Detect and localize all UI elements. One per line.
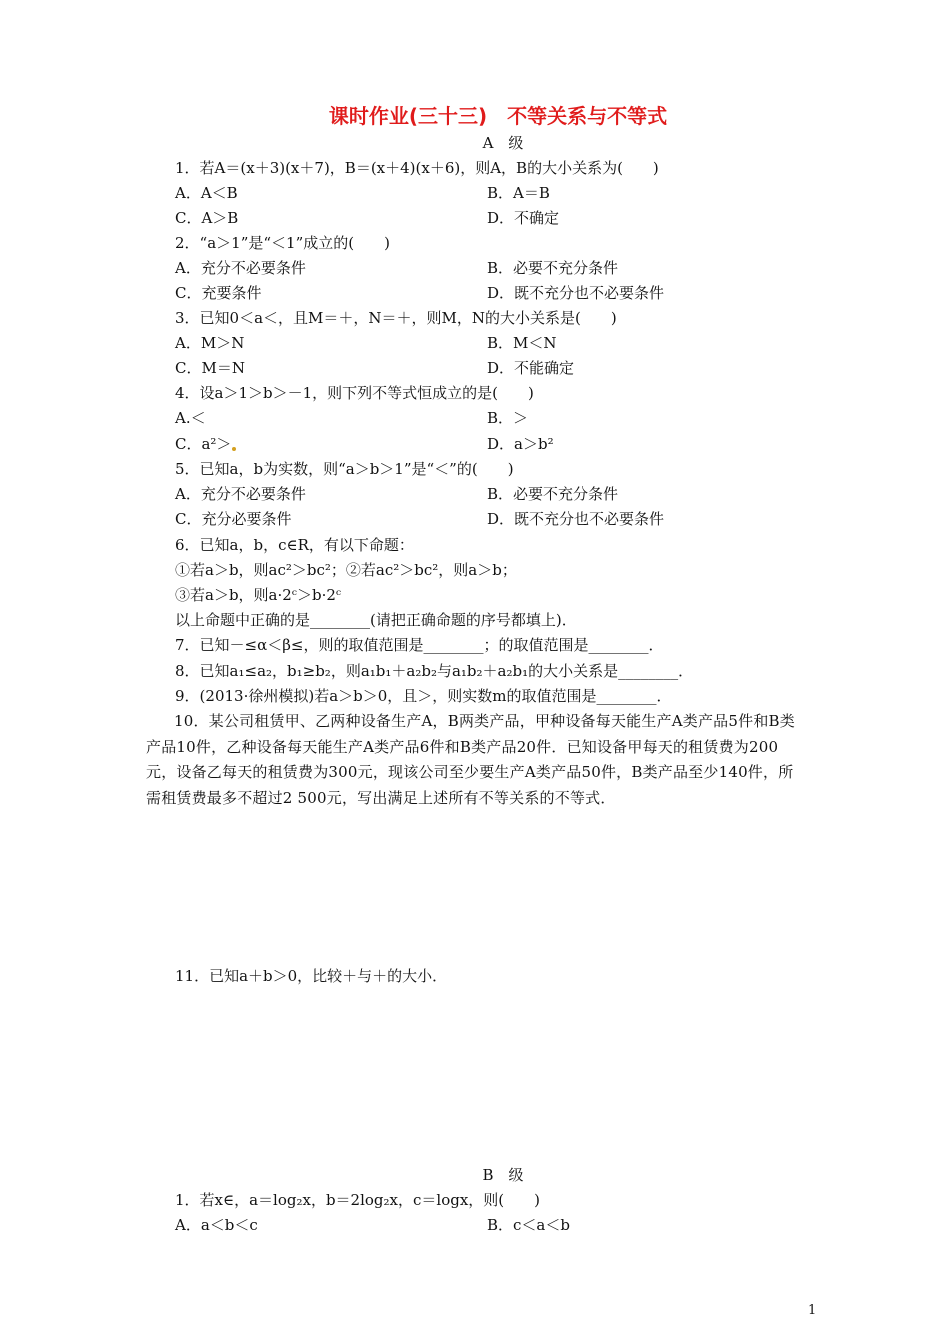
q3-option-d: D．不能确定 (487, 359, 575, 377)
q3-option-b: B．M＜N (487, 334, 557, 352)
page-title: 课时作业(三十三) 不等关系与不等式 (328, 104, 668, 128)
b1-option-a: A．a＜b＜c (175, 1216, 258, 1234)
q5-option-b: B．必要不充分条件 (487, 485, 619, 503)
q1-option-b: B．A＝B (487, 184, 550, 202)
b1-stem: 1．若x∈，a＝log₂x，b＝2log₂x，c＝logx，则( ) (175, 1191, 540, 1209)
q5-option-a: A．充分不必要条件 (175, 485, 306, 503)
q4-stem: 4．设a＞1＞b＞－1，则下列不等式恒成立的是( ) (175, 384, 534, 402)
q2-option-b: B．必要不充分条件 (487, 259, 619, 277)
q5-stem: 5．已知a，b为实数，则“a＞b＞1”是“＜”的( ) (175, 460, 514, 478)
q5-option-c: C．充分必要条件 (175, 510, 292, 528)
q11-text: 11．已知a＋b＞0，比较＋与＋的大小． (175, 967, 448, 985)
q4-option-c: C．a²＞ (175, 435, 232, 453)
q6-propositions-line-1: ①若a＞b，则ac²＞bc²；②若ac²＞bc²，则a＞b； (175, 561, 517, 579)
q1-stem: 1．若A＝(x＋3)(x＋7)，B＝(x＋4)(x＋6)，则A，B的大小关系为( ) (175, 159, 659, 177)
q5-option-d: D．既不充分也不必要条件 (487, 510, 665, 528)
q1-option-a: A．A＜B (175, 184, 238, 202)
q8-text: 8．已知a₁≤a₂，b₁≥b₂，则a₁b₁＋a₂b₂与a₁b₂＋a₂b₁的大小关系是________． (175, 662, 694, 680)
q6-answer-prompt: 以上命题中正确的是________(请把正确命题的序号都填上)． (175, 611, 577, 629)
b1-option-b: B．c＜a＜b (487, 1216, 570, 1234)
q3-option-c: C．M＝N (175, 359, 245, 377)
q2-option-d: D．既不充分也不必要条件 (487, 284, 665, 302)
q3-option-a: A．M＞N (175, 334, 245, 352)
section-a-heading: A 级 (482, 134, 524, 152)
q2-stem: 2．“a＞1”是“＜1”成立的( ) (175, 234, 390, 252)
q4-option-b: B．＞ (487, 409, 529, 427)
page-number: 1 (808, 1303, 817, 1318)
section-b-heading: B 级 (482, 1166, 524, 1184)
q3-stem: 3．已知0＜a＜，且M＝＋，N＝＋，则M，N的大小关系是( ) (175, 309, 617, 327)
q1-option-c: C．A＞B (175, 209, 239, 227)
q2-option-a: A．充分不必要条件 (175, 259, 306, 277)
q4-option-d: D．a＞b² (487, 435, 554, 453)
q4-option-a: A.＜ (175, 409, 206, 427)
q6-stem: 6．已知a，b，c∈R，有以下命题： (175, 536, 414, 554)
q7-text: 7．已知－≤α＜β≤，则的取值范围是________；的取值范围是________． (175, 636, 664, 654)
q2-option-c: C．充要条件 (175, 284, 262, 302)
q1-option-d: D．不确定 (487, 209, 560, 227)
scan-speck (232, 447, 236, 451)
q6-propositions-line-2: ③若a＞b，则a·2ᶜ＞b·2ᶜ (175, 586, 342, 604)
q10-text: 10．某公司租赁甲、乙两种设备生产A，B两类产品，甲种设备每天能生产A类产品5件和B类产品10件，乙种设备每天能生产A类产品6件和B类产品20件．已知设备甲每天的租赁费为200元，设备乙每天的租赁费为300元，现该公司至少要生产A类产品50件，B类产品至少140件，所需租赁费最多不超过2 500元，写出满足上述所有不等关系的不等式． (146, 712, 795, 807)
q9-text: 9．(2013·徐州模拟)若a＞b＞0，且＞，则实数m的取值范围是________． (175, 687, 672, 705)
